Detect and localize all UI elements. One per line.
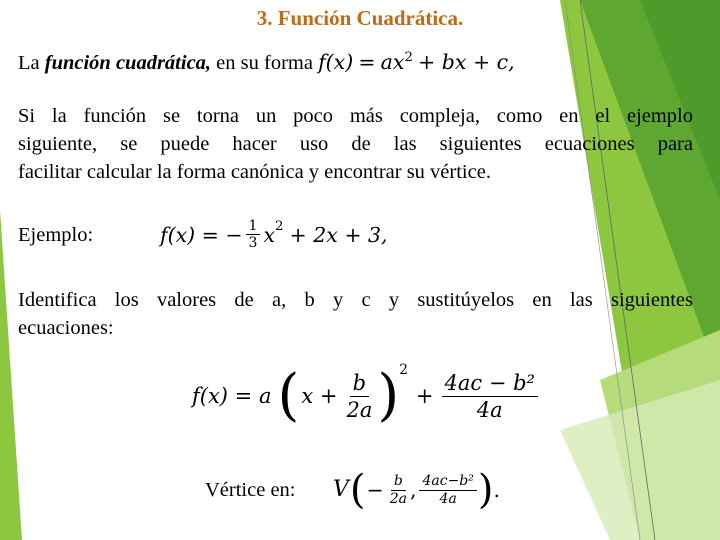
- formula-right-paren: ): [377, 363, 400, 428]
- identify-line-2: ecuaciones:: [18, 317, 114, 339]
- formula-plus: +: [415, 384, 434, 408]
- intro-formula-a: ax: [380, 49, 405, 74]
- vertex-left-paren: (: [349, 467, 366, 513]
- formula-b-over-2a: [343, 370, 375, 423]
- intro-exp: 2: [404, 50, 413, 65]
- formula-den: 4a: [476, 397, 503, 422]
- intro-line: [18, 44, 618, 77]
- example-line: [18, 218, 618, 251]
- vertex-two-a: 2a: [389, 490, 407, 507]
- example-rest: + 2x + 3,: [289, 222, 388, 247]
- paragraph-line-1: Si la función se torna un poco más compleja, como en el ejemplo: [18, 105, 693, 127]
- canonical-formula: [192, 362, 538, 428]
- vertex-neg: −: [366, 478, 384, 502]
- identify-line-1: Identifica los valores de a, b y c y sustitúyelos en las siguientes: [18, 289, 693, 311]
- vertex-b-over-2a: [387, 473, 410, 508]
- example-exp: 2: [275, 218, 284, 234]
- vertex-label: Vértice en:: [205, 479, 296, 501]
- vertex-comma: ,: [409, 478, 417, 502]
- intro-formula-rest: + bx + c,: [418, 49, 515, 74]
- formula-num: 4ac − b²: [442, 370, 538, 397]
- formula-left-paren: (: [277, 363, 300, 428]
- intro-bold: función cuadrática,: [44, 51, 212, 74]
- vertex-b: b: [391, 473, 406, 491]
- example-frac-den: 3: [248, 235, 258, 251]
- vertex-second-fraction: [419, 473, 476, 508]
- left-green-strip: [0, 210, 22, 540]
- formula-exp: 2: [399, 362, 408, 378]
- formula-two-a: 2a: [346, 397, 373, 422]
- example-fraction: [246, 218, 261, 251]
- intro-formula-eq: =: [358, 49, 376, 74]
- paragraph-line-3: facilitar calcular la forma canónica y encontrar su vértice.: [18, 161, 491, 183]
- vertex-end: .: [493, 478, 501, 502]
- intro-prefix: La: [18, 51, 40, 74]
- formula-x-plus: x +: [301, 384, 338, 408]
- paragraph: [18, 102, 693, 186]
- vertex-den: 4a: [439, 490, 457, 507]
- example-term: x: [263, 222, 276, 247]
- vertex-right-paren: ): [477, 467, 494, 513]
- vertex-num: 4ac−b²: [419, 473, 476, 491]
- vertex-v: V: [333, 477, 349, 502]
- page-title: 3. Función Cuadrática.: [256, 6, 464, 30]
- formula-lhs: f(x) = a: [192, 384, 272, 408]
- formula-b: b: [350, 370, 369, 397]
- example-lhs: f(x) = −: [160, 222, 243, 247]
- intro-middle: en su forma: [216, 51, 313, 74]
- formula-second-fraction: [442, 370, 538, 423]
- vertex-line: [205, 467, 501, 513]
- example-label: Ejemplo:: [18, 223, 94, 246]
- intro-formula-lhs: f(x): [318, 49, 354, 74]
- example-frac-num: 1: [246, 218, 261, 235]
- identify-text: [18, 286, 693, 342]
- paragraph-line-2: siguiente, se puede hacer uso de las siguientes ecuaciones para: [18, 133, 693, 155]
